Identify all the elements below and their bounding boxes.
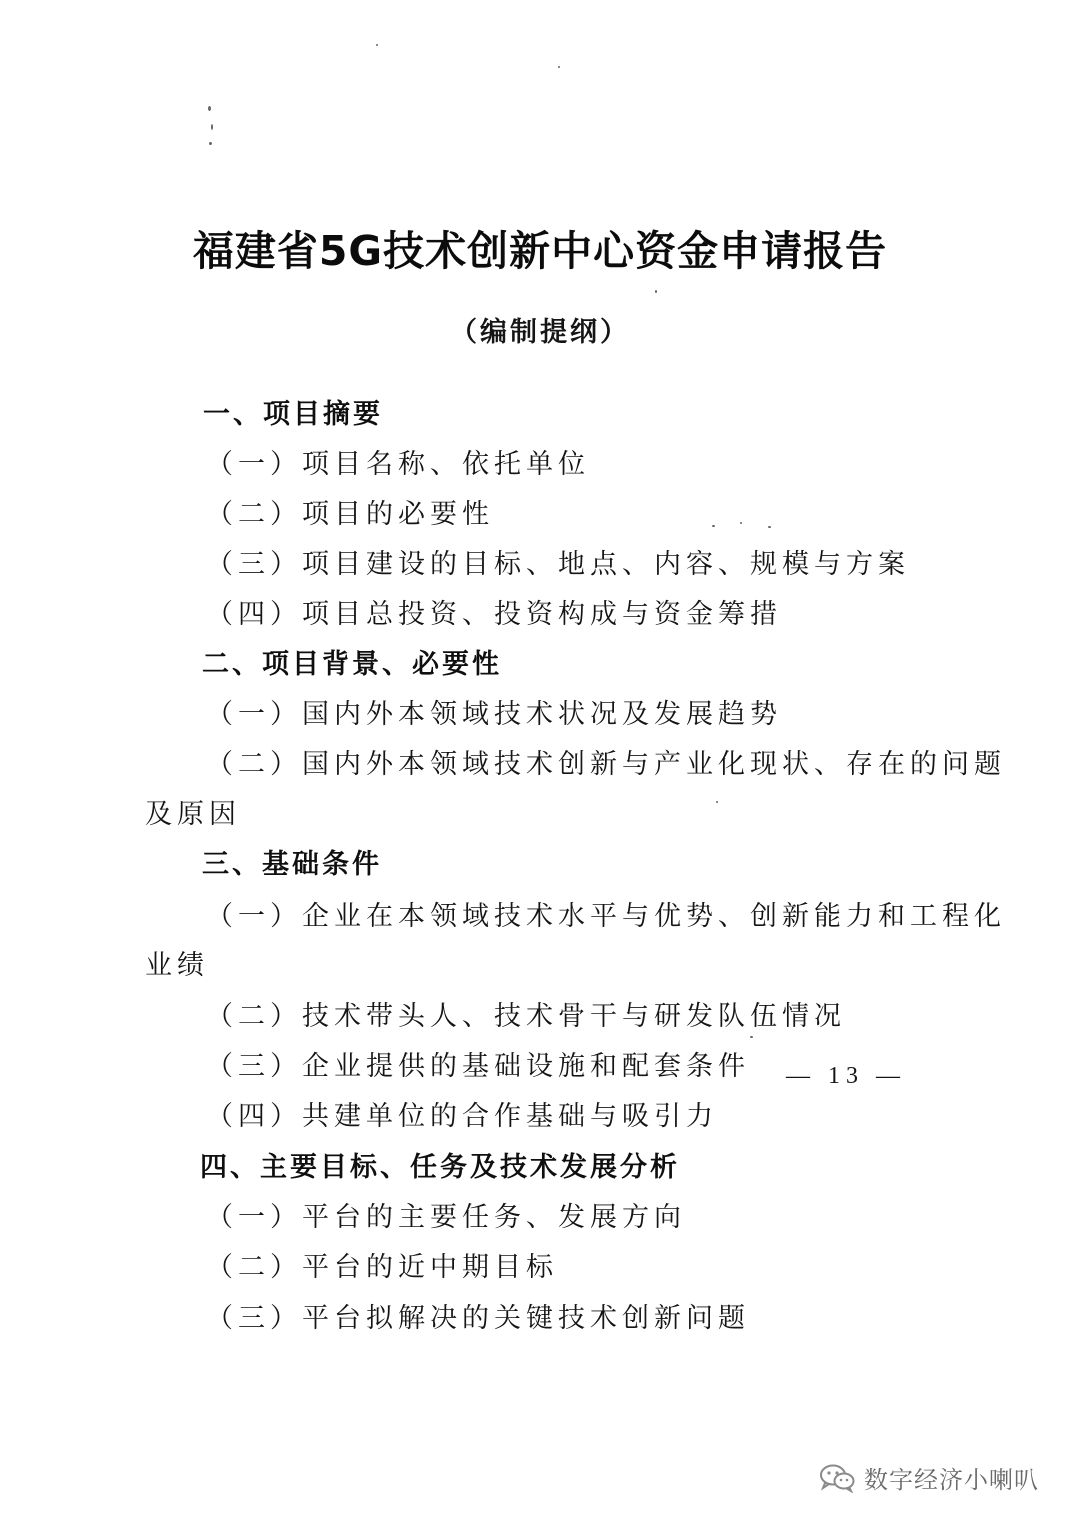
outline-item-3-4: （四）共建单位的合作基础与吸引力	[206, 1101, 718, 1132]
section-heading-3: 三、基础条件	[202, 849, 382, 880]
outline-item-2-2-continued: 及原因	[145, 799, 241, 830]
scan-speck	[376, 44, 378, 46]
outline-item-4-2: （二）平台的近中期目标	[206, 1252, 558, 1283]
scan-speck	[716, 801, 718, 803]
document-title: 福建省5G技术创新中心资金申请报告	[192, 227, 888, 275]
scan-speck	[558, 66, 560, 68]
section-heading-4: 四、主要目标、任务及技术发展分析	[200, 1152, 680, 1183]
outline-item-4-1: （一）平台的主要任务、发展方向	[206, 1202, 686, 1233]
section-heading-1: 一、项目摘要	[203, 399, 383, 430]
section-heading-2: 二、项目背景、必要性	[202, 649, 502, 680]
scan-speck	[655, 290, 657, 293]
scan-speck	[208, 106, 211, 111]
outline-item-3-1-continued: 业绩	[145, 950, 209, 981]
outline-item-1-1: （一）项目名称、依托单位	[206, 449, 590, 480]
outline-item-1-2: （二）项目的必要性	[206, 499, 494, 530]
page-number: — 13 —	[786, 1063, 906, 1089]
wechat-icon	[818, 1463, 856, 1493]
scan-speck	[750, 1036, 753, 1038]
scan-speck	[211, 124, 213, 130]
document-subtitle: （编制提纲）	[450, 317, 630, 348]
scan-speck	[712, 525, 715, 527]
scan-speck	[209, 142, 212, 145]
outline-item-3-1: （一）企业在本领域技术水平与优势、创新能力和工程化	[206, 901, 1006, 932]
scan-speck	[768, 526, 771, 528]
outline-item-1-3: （三）项目建设的目标、地点、内容、规模与方案	[206, 549, 910, 580]
outline-item-4-3: （三）平台拟解决的关键技术创新问题	[206, 1303, 750, 1334]
outline-item-2-1: （一）国内外本领域技术状况及发展趋势	[206, 699, 782, 730]
scan-speck	[740, 522, 742, 524]
watermark-text: 数字经济小喇叭	[864, 1466, 1039, 1494]
outline-item-1-4: （四）项目总投资、投资构成与资金筹措	[206, 599, 782, 630]
outline-item-3-2: （二）技术带头人、技术骨干与研发队伍情况	[206, 1001, 846, 1032]
watermark	[818, 1460, 1039, 1495]
outline-item-2-2: （二）国内外本领域技术创新与产业化现状、存在的问题	[206, 749, 1006, 780]
outline-item-3-3: （三）企业提供的基础设施和配套条件	[206, 1051, 750, 1082]
